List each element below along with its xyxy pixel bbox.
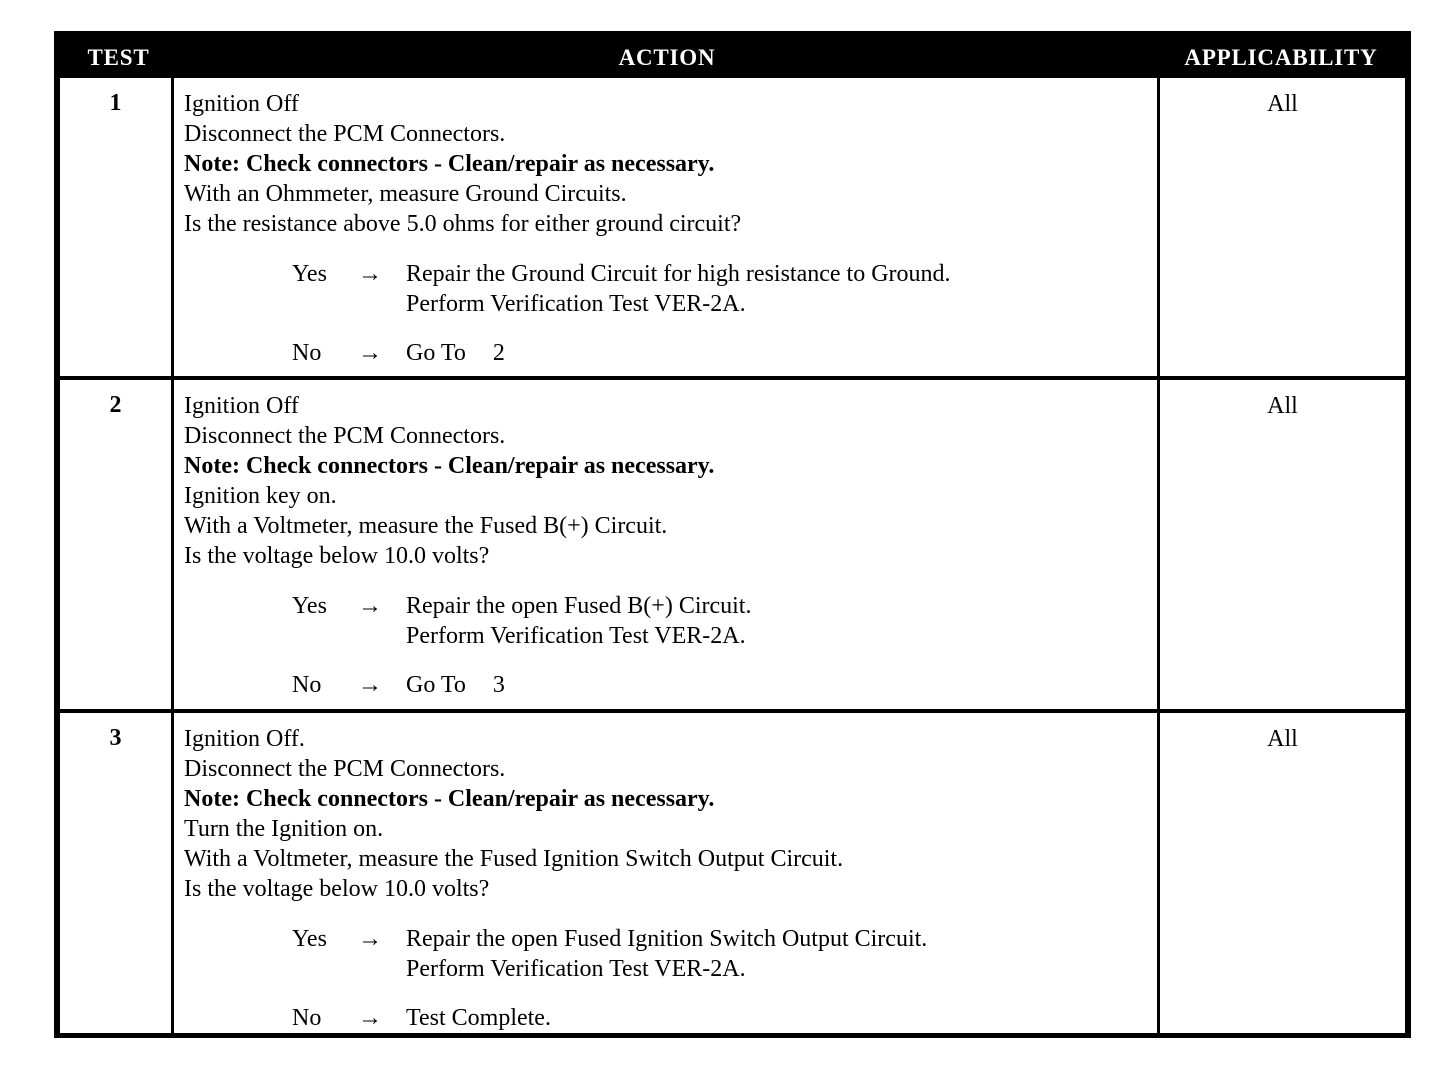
- applicability-value: All: [1267, 726, 1298, 752]
- action-cell: [174, 713, 1160, 1033]
- no-result: [406, 670, 1145, 700]
- action-statements: [184, 391, 1145, 571]
- no-decision: [184, 670, 1145, 700]
- test-number: 3: [60, 713, 174, 1033]
- yes-decision: [184, 924, 1145, 984]
- action-statement: With a Voltmeter, measure the Fused Ignition Switch Output Circuit.: [184, 846, 844, 872]
- action-statement: Disconnect the PCM Connectors.: [184, 756, 506, 782]
- yes-result-line: Perform Verification Test VER-2A.: [406, 291, 746, 317]
- action-statement: Is the voltage below 10.0 volts?: [184, 876, 490, 902]
- yes-decision: [184, 591, 1145, 651]
- arrow-icon: →: [358, 926, 382, 952]
- no-result: [406, 1003, 1145, 1033]
- action-statement: Note: Check connectors - Clean/repair as necessary.: [184, 786, 715, 812]
- action-statements: [184, 89, 1145, 239]
- no-decision: [184, 338, 1145, 368]
- action-statement: Ignition Off.: [184, 726, 305, 752]
- no-result-target: 3: [492, 672, 505, 698]
- action-cell: [174, 78, 1160, 376]
- action-statement: Is the voltage below 10.0 volts?: [184, 543, 490, 569]
- action-statements: [184, 724, 1145, 904]
- test-number: 2: [60, 380, 174, 709]
- action-statement: Note: Check connectors - Clean/repair as necessary.: [184, 453, 715, 479]
- action-statement: With a Voltmeter, measure the Fused B(+) Circuit.: [184, 513, 668, 539]
- yes-label: Yes: [292, 261, 327, 287]
- yes-result-line: Repair the open Fused Ignition Switch Output Circuit.: [406, 926, 928, 952]
- action-statement: Turn the Ignition on.: [184, 816, 384, 842]
- no-result: [406, 338, 1145, 368]
- yes-result-line: Repair the open Fused B(+) Circuit.: [406, 593, 752, 619]
- action-cell: [174, 380, 1160, 709]
- arrow-icon: →: [358, 340, 382, 366]
- applicability-value: All: [1267, 393, 1298, 419]
- action-statement: With an Ohmmeter, measure Ground Circuits.: [184, 181, 627, 207]
- arrow-icon: →: [358, 593, 382, 619]
- header-test: TEST: [87, 44, 150, 70]
- action-statement: Is the resistance above 5.0 ohms for either ground circuit?: [184, 211, 742, 237]
- yes-result: [406, 924, 1145, 984]
- table-row: [60, 78, 1405, 376]
- no-label: No: [292, 672, 322, 698]
- table-header-row: [60, 37, 1405, 78]
- yes-result: [406, 259, 1145, 319]
- applicability-value: All: [1267, 91, 1298, 117]
- yes-label: Yes: [292, 593, 327, 619]
- yes-result-line: Perform Verification Test VER-2A.: [406, 623, 746, 649]
- yes-result-line: Repair the Ground Circuit for high resistance to Ground.: [406, 261, 951, 287]
- table-row: [60, 709, 1405, 1033]
- no-label: No: [292, 340, 322, 366]
- diagnostic-test-table: [54, 31, 1411, 1038]
- action-statement: Ignition key on.: [184, 483, 337, 509]
- no-result-target: 2: [492, 340, 505, 366]
- yes-result-line: Perform Verification Test VER-2A.: [406, 956, 746, 982]
- header-action: ACTION: [618, 44, 716, 70]
- no-result-text: Go To: [406, 672, 466, 698]
- no-decision: [184, 1003, 1145, 1033]
- header-applicability: APPLICABILITY: [1184, 44, 1378, 70]
- arrow-icon: →: [358, 672, 382, 698]
- action-statement: Ignition Off: [184, 393, 299, 419]
- action-statement: Disconnect the PCM Connectors.: [184, 423, 506, 449]
- action-statement: Note: Check connectors - Clean/repair as necessary.: [184, 151, 715, 177]
- arrow-icon: →: [358, 1005, 382, 1031]
- arrow-icon: →: [358, 261, 382, 287]
- yes-label: Yes: [292, 926, 327, 952]
- no-result-text: Test Complete.: [406, 1005, 551, 1031]
- no-label: No: [292, 1005, 322, 1031]
- action-statement: Disconnect the PCM Connectors.: [184, 121, 506, 147]
- test-number: 1: [60, 78, 174, 376]
- yes-result: [406, 591, 1145, 651]
- yes-decision: [184, 259, 1145, 319]
- no-result-text: Go To: [406, 340, 466, 366]
- table-row: [60, 376, 1405, 709]
- action-statement: Ignition Off: [184, 91, 299, 117]
